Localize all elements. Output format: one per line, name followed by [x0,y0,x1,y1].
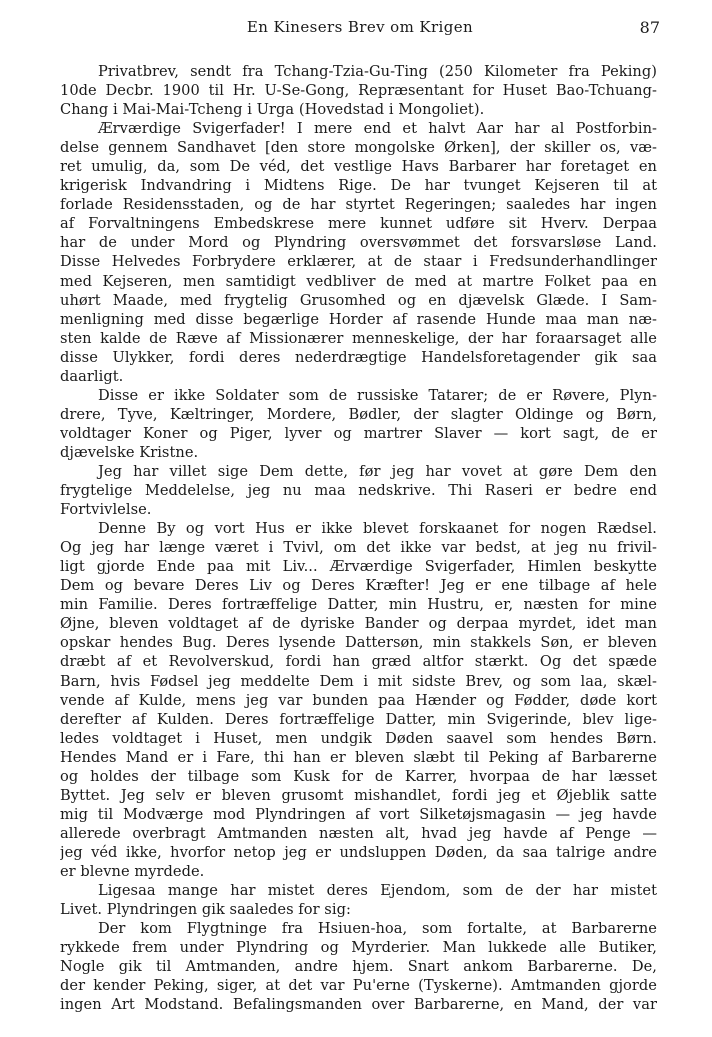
text-line: ret umulig, da, som De véd, det vestlige Havs Barbarer har foretaget en [60,158,657,176]
text-line: der kender Peking, siger, at det var Pu'erne (Tyskerne). Amtmanden gjorde [60,977,657,995]
text-line: Dem og bevare Deres Liv og Deres Kræfter! Jeg er ene tilbage af hele [60,577,657,595]
text-line: Denne By og vort Hus er ikke blevet forskaanet for nogen Rædsel. [98,520,657,538]
text-line: Fortvivlelse. [60,501,152,519]
text-line: krigerisk Indvandring i Midtens Rige. De har tvunget Kejseren til at [60,177,657,195]
text-line: er blevne myrdede. [60,862,205,880]
page-number: 87 [639,18,660,37]
text-line: uhørt Maade, med frygtelig Grusomhed og en djævelsk Glæde. I Sam- [60,291,657,309]
text-line: Og jeg har længe været i Tvivl, om det ikke var bedst, at jeg nu frivil- [60,539,657,557]
running-head [60,18,660,42]
text-line: Privatbrev, sendt fra Tchang-Tzia-Gu-Ting (250 Kilometer fra Peking) [98,63,657,80]
text-line: derefter af Kulden. Deres fortræffelige Datter, min Svigerinde, blev lige- [60,710,657,728]
text-line: mig til Modværge mod Plyndringen af vort Silketøjsmagasin — jeg havde [60,805,657,823]
text-line: Hendes Mand er i Fare, thi han er bleven slæbt til Peking af Barbarerne [60,748,657,766]
body-text [60,62,657,1014]
text-line: Barn, hvis Fødsel jeg meddelte Dem i mit sidste Brev, og som laa, skæl- [60,672,657,690]
text-line: disse Ulykker, fordi deres nederdrægtige Handelsforetagender gik saa [60,348,657,366]
text-line: vende af Kulde, mens jeg var bunden paa Hænder og Fødder, døde kort [60,691,657,709]
text-line: jeg véd ikke, hvorfor netop jeg er undsluppen Døden, da saa talrige andre [60,843,657,861]
text-line: ledes voldtaget i Huset, men undgik Døden saavel som hendes Børn. [60,729,657,747]
text-line: Ærværdige Svigerfader! I mere end et halvt Aar har al Postforbin- [98,120,657,138]
text-line: min Familie. Deres fortræffelige Datter, min Hustru, er, næsten for mine [60,596,657,614]
text-line: har de under Mord og Plyndring oversvømmet det forsvarsløse Land. [60,234,657,252]
text-line: Jeg har villet sige Dem dette, før jeg har vovet at gøre Dem den [98,462,657,480]
text-line: Chang i Mai-Mai-Tcheng i Urga (Hovedstad i Mongoliet). [60,101,485,119]
text-line: rykkede frem under Plyndring og Myrderier. Man lukkede alle Butiker, [60,939,657,957]
text-line: ligt gjorde Ende paa mit Liv... Ærværdige Svigerfader, Himlen beskytte [60,558,657,576]
text-line: forlade Residensstaden, og de har styrtet Regeringen; saaledes har ingen [60,196,657,214]
text-line: Øjne, bleven voldtaget af de dyriske Bander og derpaa myrdet, idet man [60,615,657,633]
text-line: og holdes der tilbage som Kusk for de Karrer, hvorpaa de har læsset [60,767,657,785]
text-line: voldtager Koner og Piger, lyver og martrer Slaver — kort sagt, de er [60,424,657,442]
text-line: Byttet. Jeg selv er bleven grusomt mishandlet, fordi jeg et Øjeblik satte [60,786,657,804]
text-line: ingen Art Modstand. Befalingsmanden over Barbarerne, en Mand, der var [60,996,657,1014]
text-line: Nogle gik til Amtmanden, andre hjem. Snart ankom Barbarerne. De, [60,958,657,976]
text-line: delse gennem Sandhavet [den store mongolske Ørken], der skiller os, væ- [60,139,657,157]
text-line: Disse er ikke Soldater som de russiske Tatarer; de er Røvere, Plyn- [98,386,657,404]
text-line: Ligesaa mange har mistet deres Ejendom, som de der har mistet [98,882,657,900]
text-line: med Kejseren, men samtidigt vedbliver de med at martre Folket paa en [60,272,657,290]
text-line: menligning med disse begærlige Horder af rasende Hunde maa man næ- [60,310,657,328]
running-title: En Kinesers Brev om Krigen [246,18,474,36]
text-line: 10de Decbr. 1900 til Hr. U-Se-Gong, Repræsentant for Huset Bao-Tchuang- [60,82,657,100]
text-line: opskar hendes Bug. Deres lysende Dattersøn, min stakkels Søn, er bleven [60,634,657,652]
text-line: allerede overbragt Amtmanden næsten alt, hvad jeg havde af Penge — [60,824,657,842]
text-line: dræbt af et Revolverskud, fordi han græd altfor stærkt. Og det spæde [60,653,657,671]
text-line: drere, Tyve, Kæltringer, Mordere, Bødler, der slagter Oldinge og Børn, [60,405,657,423]
text-line: af Forvaltningens Embedskrese mere kunnet udføre sit Hverv. Derpaa [60,215,657,233]
text-line: Livet. Plyndringen gik saaledes for sig: [60,901,351,919]
text-line: frygtelige Meddelelse, jeg nu maa nedskrive. Thi Raseri er bedre end [60,482,657,500]
text-line: Disse Helvedes Forbrydere erklærer, at de staar i Fredsunderhandlinger [60,253,657,271]
text-line: daarligt. [60,367,124,385]
text-line: sten kalde de Ræve af Missionærer menneskelige, der har foraarsaget alle [60,329,657,347]
text-line: djævelske Kristne. [60,443,199,461]
text-line: Der kom Flygtninge fra Hsiuen-hoa, som fortalte, at Barbarerne [98,920,657,938]
